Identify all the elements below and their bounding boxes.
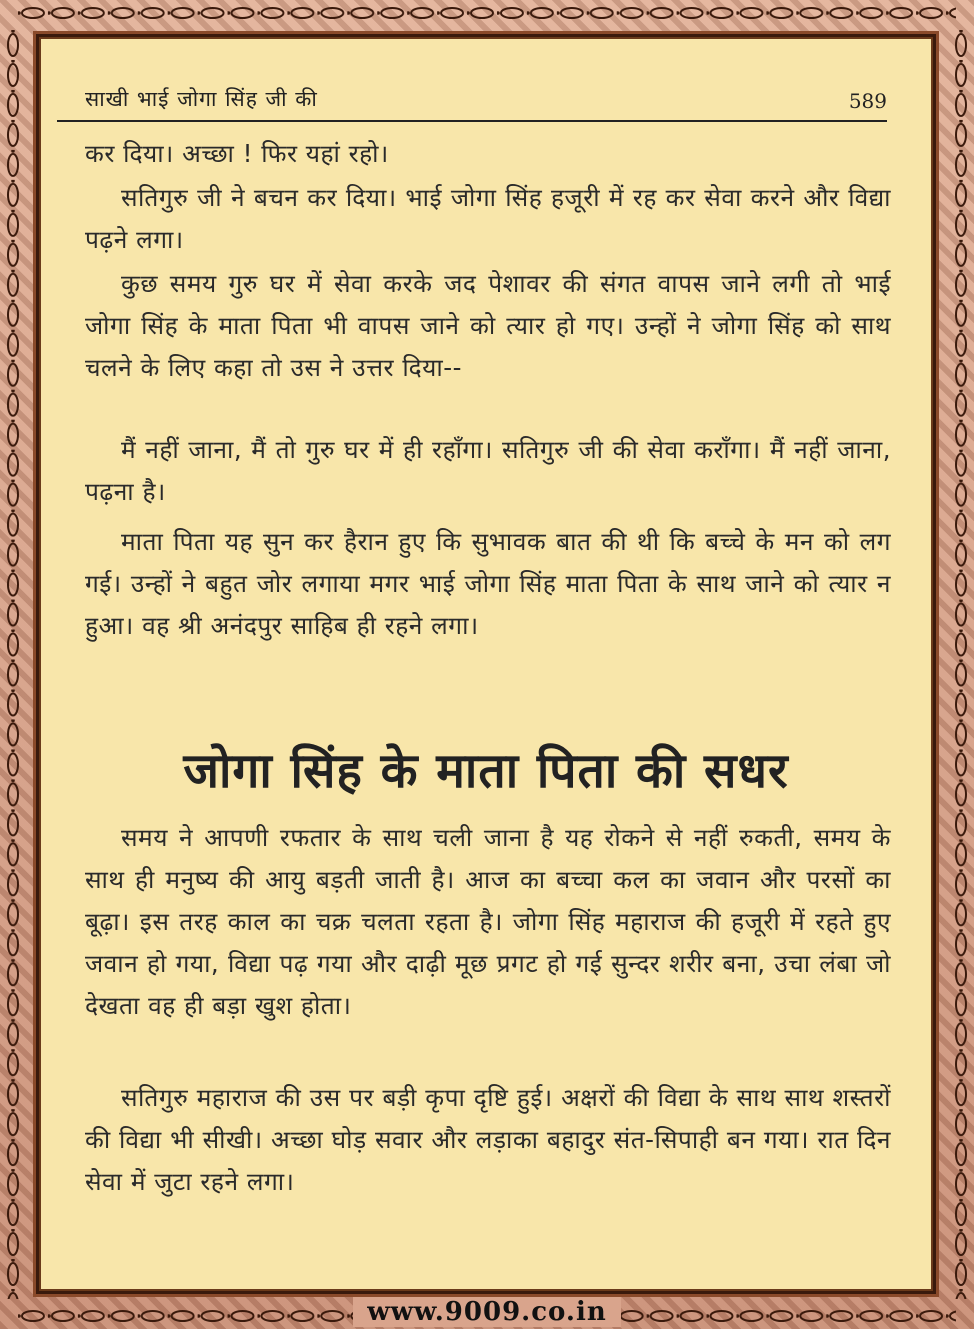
header-divider xyxy=(57,120,887,122)
paragraph: मैं नहीं जाना, मैं तो गुरु घर में ही रहाँगा। सतिगुरु जी की सेवा कराँगा। मैं नहीं जाना, पढ़ना है। xyxy=(85,435,891,506)
section-heading: जोगा सिंह के माता पिता की सधर xyxy=(183,743,789,799)
page-content xyxy=(36,34,936,1294)
website-link[interactable] xyxy=(0,1297,974,1327)
chain-border-right xyxy=(950,30,972,1299)
chain-border-left xyxy=(2,30,24,1299)
paragraph: सतिगुरु जी ने बचन कर दिया। भाई जोगा सिंह हजूरी में रह कर सेवा करने और विद्या पढ़ने लगा। xyxy=(85,183,891,254)
chain-border-top xyxy=(18,2,956,24)
paragraph: कुछ समय गुरु घर में सेवा करके जद पेशावर की संगत वापस जाने लगी तो भाई जोगा सिंह के माता पिता भी वापस जाने को त्यार हो गए। उन्हों ने जोगा सिंह को साथ चलने के लिए कहा तो उस ने उत्तर दिया-- xyxy=(85,269,891,382)
paragraph: माता पिता यह सुन कर हैरान हुए कि सुभावक बात की थी कि बच्चे के मन को लग गई। उन्हों ने बहुत जोर लगाया मगर भाई जोगा सिंह माता पिता के साथ जाने को त्यार न हुआ। वह श्री अनंदपुर साहिब ही रहने लगा। xyxy=(85,527,891,640)
paragraph: सतिगुरु महाराज की उस पर बड़ी कृपा दृष्टि हुई। अक्षरों की विद्या के साथ साथ शस्तरों की विद्या भी सीखी। अच्छा घोड़ सवार और लड़ाका बहादुर संत-सिपाही बन गया। रात दिन सेवा में जुटा रहने लगा। xyxy=(85,1083,891,1196)
paragraph: कर दिया। अच्छा ! फिर यहां रहो। xyxy=(85,139,389,168)
page-number: 589 xyxy=(848,89,887,113)
paragraph: समय ने आपणी रफतार के साथ चली जाना है यह रोकने से नहीं रुकती, समय के साथ ही मनुष्य की आयु बड़ती जाती है। आज का बच्चा कल का जवान और परसों का बूढ़ा। इस तरह काल का चक्र चलता रहता है। जोगा सिंह महाराज की हजूरी में रहते हुए जवान हो गया, विद्या पढ़ गया और दाढ़ी मूछ प्रगट हो गई सुन्दर शरीर बना, उचा लंबा जो देखता वह ही बड़ा खुश होता। xyxy=(85,823,891,1020)
running-header-title: साखी भाई जोगा सिंह जी की xyxy=(85,87,318,111)
website-link-text[interactable]: www.9009.co.in xyxy=(353,1297,621,1327)
